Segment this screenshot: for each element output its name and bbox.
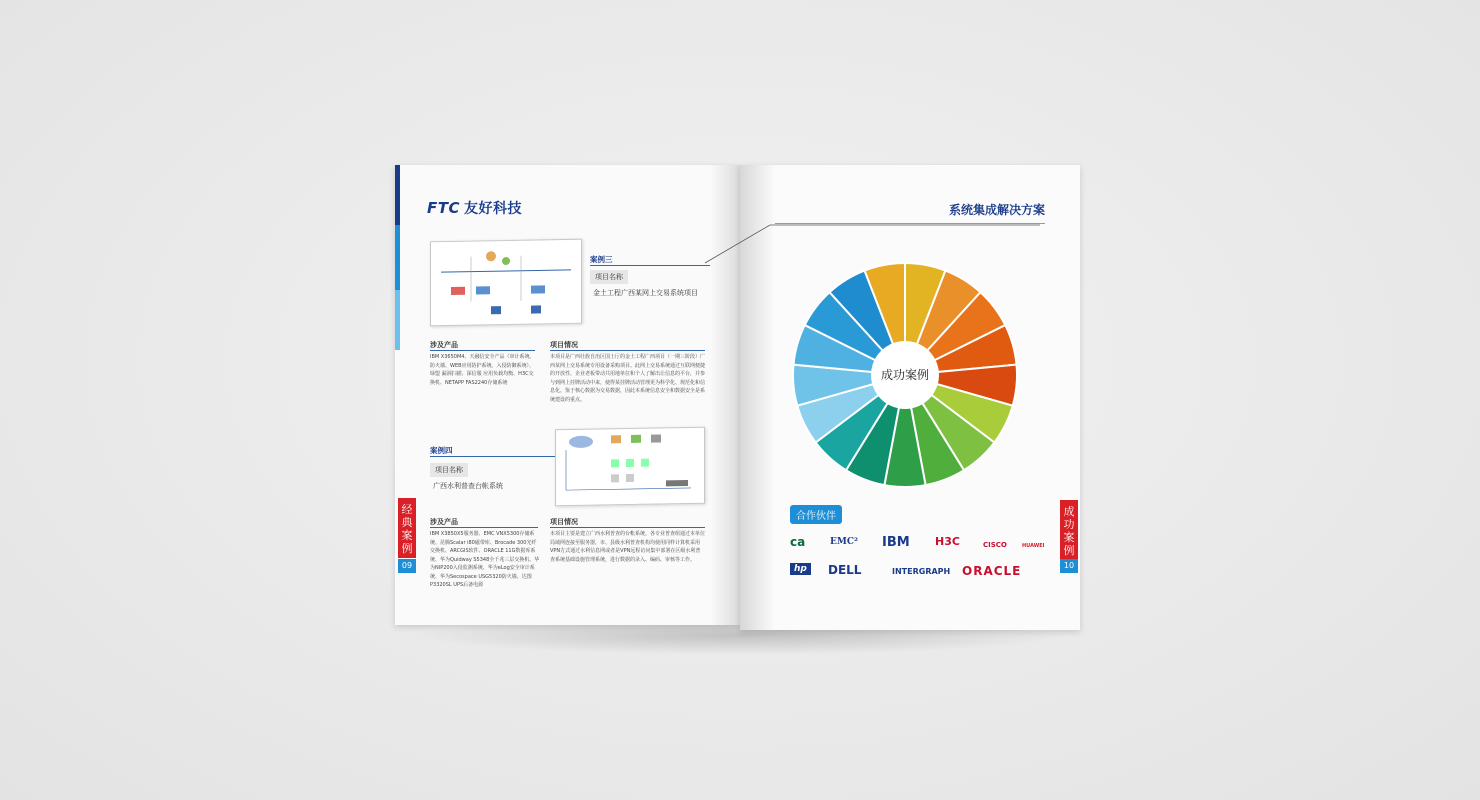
brand-h3c-logo: H3C	[935, 535, 960, 548]
case4-diagram-thumbnail	[555, 427, 705, 507]
brand-hp-logo: hp	[790, 563, 811, 575]
case3-title: 案例三	[590, 255, 613, 264]
case4-products-rule	[430, 527, 538, 528]
case3-products-rule	[430, 350, 535, 351]
case4-products-text: IBM X3850X5服务器、EMC VNX5300存储系统、昆腾Scalar i80磁带库、Brocade 300光纤交换机、ARCGIS软件、ORACLE 11G数据库系统、华为Quidway S5348全千兆三层交换机、华为NIP200入侵监测系统、华为eLog安全审计系统、华为Secospace USG5320防火墙、达图P3320SL UPS后备电源	[430, 531, 540, 588]
left-page	[395, 165, 740, 625]
company-logo: FTC 友好科技	[427, 199, 522, 217]
right-page	[740, 165, 1080, 630]
brand-intergraph-logo: INTERGRAPH	[892, 567, 951, 576]
brand-huawei-logo: HUAWEI	[1022, 543, 1045, 549]
edge-bar-dark	[395, 165, 400, 225]
case4-products-label: 涉及产品	[430, 518, 458, 526]
right-side-tab: 成功案例	[1060, 500, 1078, 560]
left-page-number: 09	[398, 559, 416, 573]
case3-diagram-thumbnail	[430, 239, 582, 327]
case4-project-name: 广西水利普查台帐系统	[433, 482, 503, 490]
case3-project-name: 金土工程广西某网上交易系统项目	[593, 289, 698, 297]
right-page-title: 系统集成解决方案	[948, 203, 1045, 217]
case3-situation-label: 项目情况	[550, 341, 578, 349]
brand-oracle-logo: ORACLE	[962, 564, 1022, 578]
network-diagram-image	[431, 240, 581, 326]
edge-bar-light	[395, 290, 400, 350]
success-case-wheel	[790, 260, 1020, 490]
case3-name-label: 项目名称	[590, 270, 628, 284]
right-title-rule	[775, 223, 1045, 224]
case3-products-label: 涉及产品	[430, 341, 458, 349]
edge-bar-blue	[395, 225, 400, 290]
case3-situation-text: 本项目是广西壮族自治区国土厅的金土工程广西项目（一期三阶段）广西某网上交易系统专用设备采购项目。此网上交易系统通过互联网便捷的开放性、企业老板带动共用地单位和个人了解出让信息的平台，并参与到网上挂牌活动中来，使得某挂牌活动管理更为科学化、规范化和信息化。鉴于核心数据为交易数据，因此本系统信息安全和数据安全是系统建设的重点。	[550, 354, 706, 403]
brand-dell-logo: DELL	[828, 563, 862, 577]
case3-title-rule	[590, 265, 710, 266]
case4-situation-text: 本项目主要是建立广西水利普查的台帐系统。各专业普查组通过本单位局域网连接至服务器，市、县级水利普查机构均使用同样计算机采用VPN方式通过水利信息网或者是VPN远程访问集中部署在区级水利普查系统基础设施管理系统，进行数据的录入、编码、审核等工作。	[550, 531, 706, 563]
case4-name-label: 项目名称	[430, 463, 468, 477]
case3-situation-rule	[550, 350, 705, 351]
network-diagram-image	[556, 428, 704, 506]
brand-emc-logo: EMC²	[830, 537, 858, 547]
brand-ca-logo: ca	[790, 535, 806, 549]
brand-ibm-logo: IBM	[882, 535, 910, 550]
case4-title-rule	[430, 456, 555, 457]
case4-situation-label: 项目情况	[550, 518, 578, 526]
case4-situation-rule	[550, 527, 705, 528]
partners-label: 合作伙伴	[790, 505, 842, 524]
wheel-center-label: 成功案例	[880, 368, 930, 382]
right-page-number: 10	[1060, 559, 1078, 573]
case4-title: 案例四	[430, 446, 453, 455]
case3-products-text: IBM X3650M4、天融信安全产品（审计系统、防火墙、WEB应用防护系统、入侵防御系统）、绿盟 漏洞扫描、深信服 应用负载均衡、H3C交换机、NETAPP FAS2240存储系统	[430, 354, 535, 386]
left-side-tab: 经典案例	[398, 498, 416, 558]
brand-cisco-logo: CISCO	[983, 541, 1007, 549]
